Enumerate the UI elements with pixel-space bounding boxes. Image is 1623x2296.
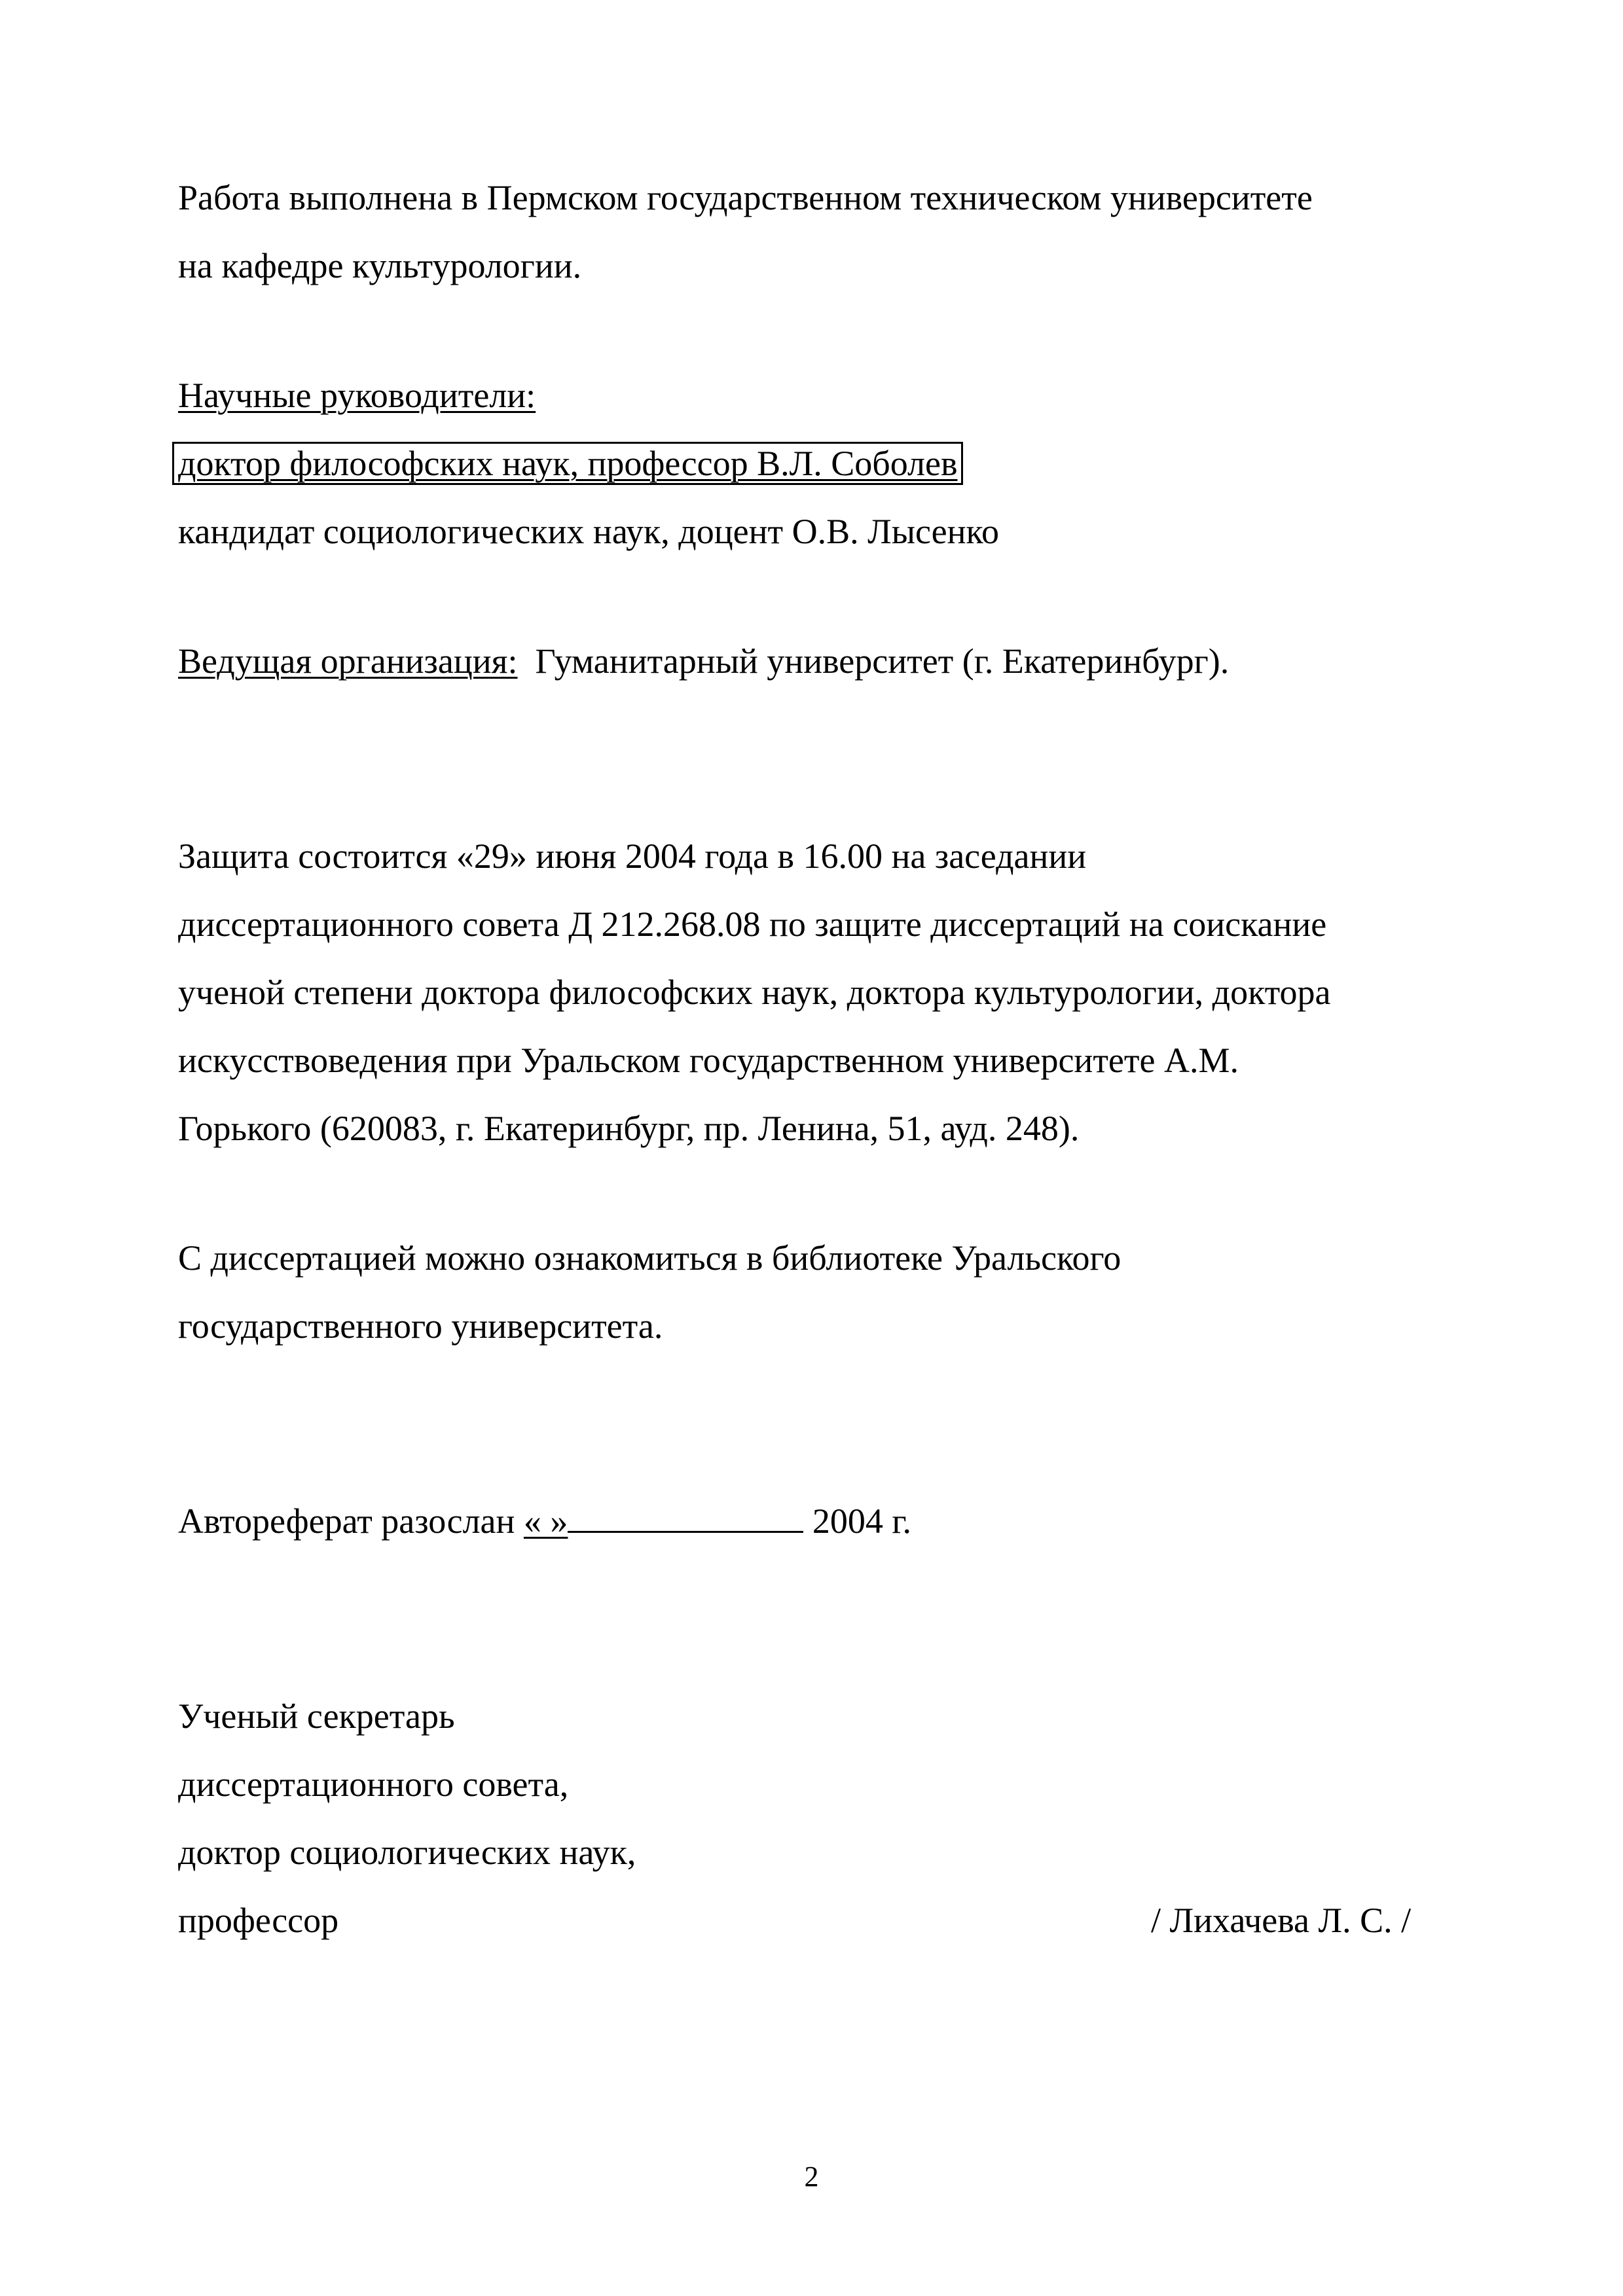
defense-line-3: ученой степени доктора философских наук, доктора культурологии, доктора	[178, 973, 1331, 1012]
defense-line-2: диссертационного совета Д 212.268.08 по защите диссертаций на соискание	[178, 905, 1327, 944]
supervisors-heading	[178, 374, 536, 416]
mailing-date-blank	[568, 1502, 803, 1533]
secretary-line-4: профессор	[178, 1901, 339, 1940]
defense-line-5: Горького (620083, г. Екатеринбург, пр. Ленина, 51, ауд. 248).	[178, 1109, 1080, 1148]
intro-line-1: Работа выполнена в Пермском государственном техническом университете	[178, 178, 1313, 217]
mailing-year: 2004 г.	[812, 1501, 911, 1541]
supervisor-second: кандидат социологических наук, доцент О.В. Лысенко	[178, 512, 1000, 551]
supervisor-first-text: доктор философских наук, профессор В.Л. Соболев	[172, 442, 963, 485]
leading-organization	[178, 640, 1229, 682]
supervisors-heading-text: Научные руководители:	[178, 376, 536, 415]
secretary-line-2: диссертационного совета,	[178, 1765, 569, 1804]
supervisor-first	[178, 442, 963, 484]
page-number: 2	[804, 2161, 819, 2193]
library-line-1: С диссертацией можно ознакомиться в библиотеке Уральского	[178, 1238, 1122, 1278]
intro-line-2: на кафедре культурологии.	[178, 246, 582, 285]
secretary-line-1: Ученый секретарь	[178, 1696, 455, 1736]
secretary-line-3: доктор социологических наук,	[178, 1833, 636, 1872]
defense-line-4: искусствоведения при Уральском государственном университете А.М.	[178, 1041, 1239, 1080]
library-line-2: государственного университета.	[178, 1306, 663, 1346]
mailing-prefix: Автореферат разослан	[178, 1501, 515, 1541]
mailing-date-quotes: « »	[523, 1501, 568, 1541]
leading-organization-label: Ведущая организация:	[178, 641, 518, 681]
mailing-date-line	[178, 1500, 911, 1542]
leading-organization-value: Гуманитарный университет (г. Екатеринбург).	[535, 641, 1230, 681]
defense-line-1: Защита состоится «29» июня 2004 года в 16.00 на заседании	[178, 836, 1087, 876]
secretary-name: / Лихачева Л. С. /	[1151, 1901, 1412, 1940]
